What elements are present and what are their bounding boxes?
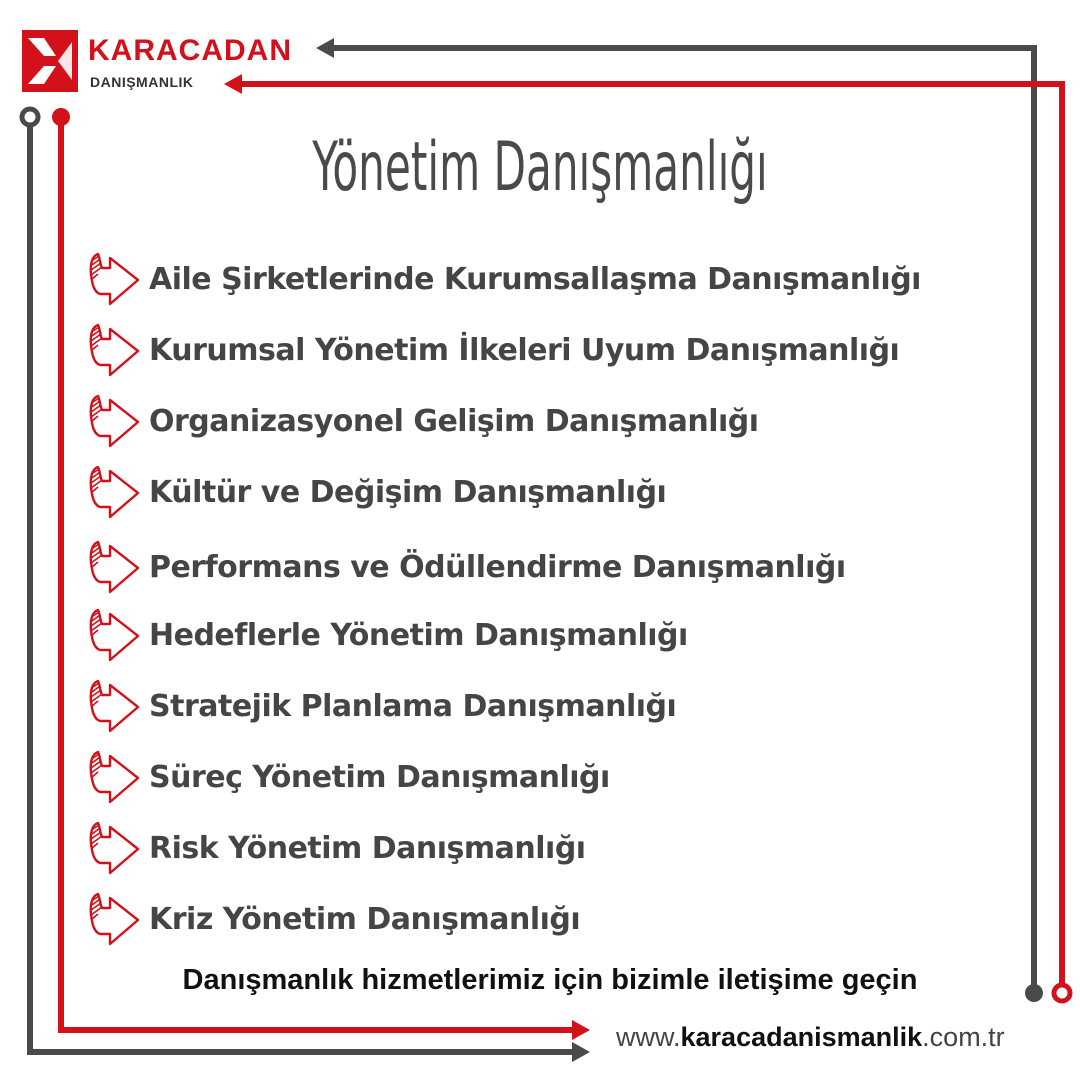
service-label: Kriz Yönetim Danışmanlığı [149, 902, 581, 937]
hand-drawn-arrow-icon [88, 748, 142, 804]
hand-drawn-arrow-icon [88, 606, 142, 662]
service-item [88, 250, 988, 310]
hand-drawn-arrow-icon [88, 677, 142, 733]
service-item [88, 463, 988, 523]
service-item [88, 677, 988, 737]
website-domain: karacadanismanlik [680, 1022, 923, 1052]
service-item [88, 748, 988, 808]
service-item [88, 819, 988, 879]
hand-drawn-arrow-icon [88, 250, 142, 306]
service-label: Risk Yönetim Danışmanlığı [149, 831, 586, 866]
service-label: Süreç Yönetim Danışmanlığı [149, 760, 610, 795]
hand-drawn-arrow-icon [88, 819, 142, 875]
hand-drawn-arrow-icon [88, 321, 142, 377]
call-to-action-text: Danışmanlık hizmetlerimiz için bizimle iletişime geçin [182, 964, 918, 996]
brand-name: KARACADAN [88, 34, 292, 67]
service-item [88, 392, 988, 452]
service-item [88, 538, 988, 598]
service-item [88, 606, 988, 666]
page-title: Yönetim Danışmanlığı [312, 128, 768, 207]
service-label: Performans ve Ödüllendirme Danışmanlığı [149, 550, 846, 585]
hand-drawn-arrow-icon [88, 463, 142, 519]
service-label: Kurumsal Yönetim İlkeleri Uyum Danışmanlığı [149, 333, 900, 368]
service-item [88, 321, 988, 381]
brand-subtitle: DANIŞMANLIK [90, 74, 194, 90]
website-prefix: www. [616, 1022, 681, 1052]
website-suffix: .com.tr [922, 1022, 1005, 1052]
service-label: Organizasyonel Gelişim Danışmanlığı [149, 404, 759, 439]
service-label: Kültür ve Değişim Danışmanlığı [149, 475, 667, 510]
service-label: Stratejik Planlama Danışmanlığı [149, 689, 677, 724]
logo-mark-icon [22, 30, 78, 92]
brand-logo [22, 30, 312, 100]
service-item [88, 890, 988, 950]
website-url[interactable] [616, 1022, 1005, 1053]
hand-drawn-arrow-icon [88, 392, 142, 448]
service-label: Aile Şirketlerinde Kurumsallaşma Danışmanlığı [149, 262, 921, 297]
service-label: Hedeflerle Yönetim Danışmanlığı [149, 618, 688, 653]
hand-drawn-arrow-icon [88, 890, 142, 946]
hand-drawn-arrow-icon [88, 538, 142, 594]
